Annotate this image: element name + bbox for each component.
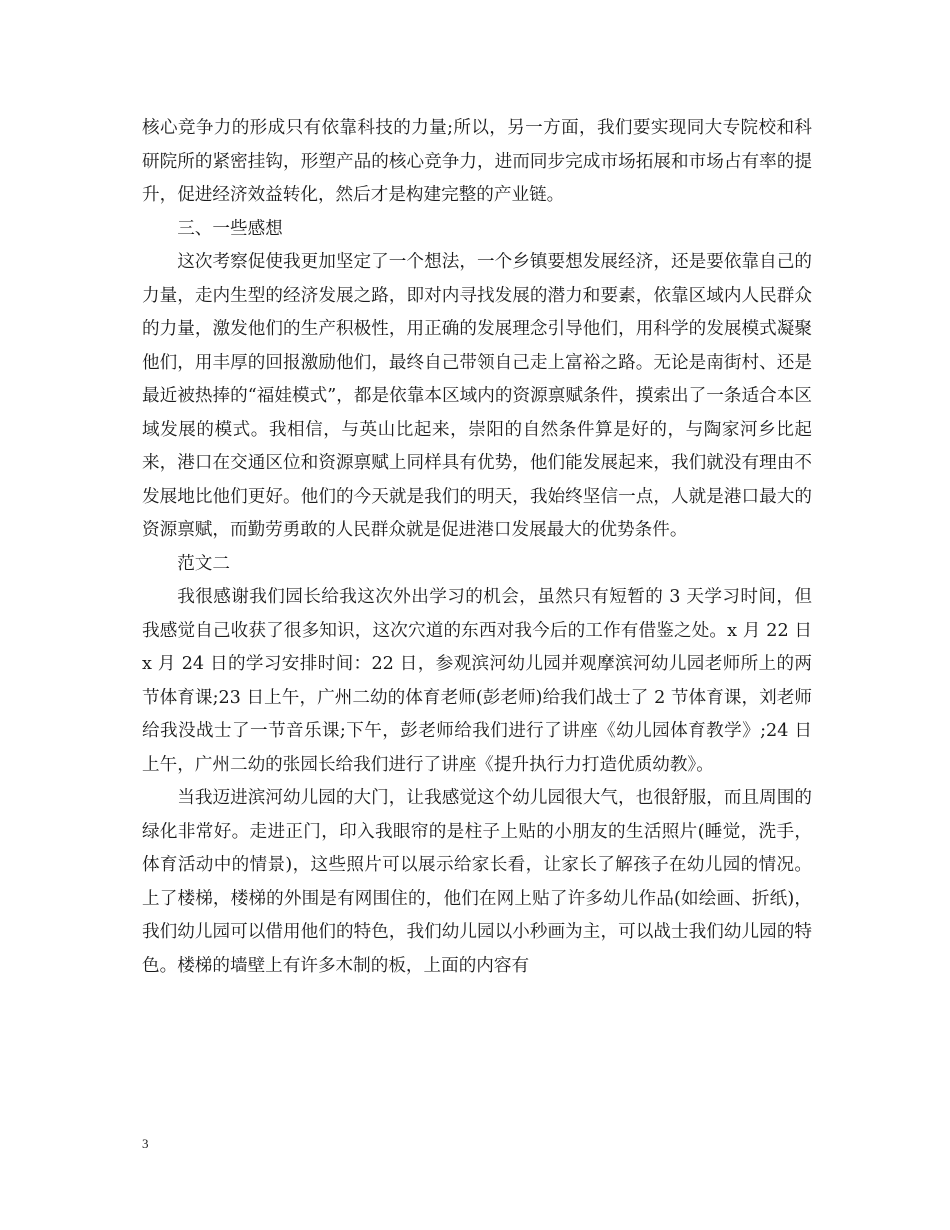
document-body bbox=[142, 112, 812, 983]
paragraph-core-competitiveness: 核心竞争力的形成只有依靠科技的力量;所以，另一方面，我们要实现同大专院校和科研院所的紧密挂钩，形塑产品的核心竞争力，进而同步完成市场拓展和市场占有率的提升，促进经济效益转化，然后才是构建完整的产业链。 bbox=[142, 118, 812, 205]
paragraph-reflections: 这次考察促使我更加坚定了一个想法，一个乡镇要想发展经济，还是要依靠自己的力量，走内生型的经济发展之路，即对内寻找发展的潜力和要素，依靠区域内人民群众的力量，激发他们的生产积极性，用正确的发展理念引导他们，用科学的发展模式凝聚他们，用丰厚的回报激励他们，最终自己带领自己走上富裕之路。无论是南街村、还是最近被热捧的“福娃模式”，都是依靠本区域内的资源禀赋条件，摸索出了一条适合本区域发展的模式。我相信，与英山比起来，崇阳的自然条件算是好的，与陶家河乡比起来，港口在交通区位和资源禀赋上同样具有优势，他们能发展起来，我们就没有理由不发展地比他们更好。他们的今天就是我们的明天，我始终坚信一点，人就是港口最大的资源禀赋，而勤劳勇敢的人民群众就是促进港口发展最大的优势条件。 bbox=[142, 252, 812, 540]
paragraph-study-schedule: 我很感谢我们园长给我这次外出学习的机会，虽然只有短暂的 3 天学习时间，但我感觉自己收获了很多知识，这次穴道的东西对我今后的工作有借鉴之处。x 月 22 日 x 月 24 日的学习安排时间：22 日，参观滨河幼儿园并观摩滨河幼儿园老师所上的两节体育课;23 日上午，广州二幼的体育老师(彭老师)给我们战士了 2 节体育课，刘老师给我没战士了一节音乐课;下午，彭老师给我们进行了讲座《幼儿园体育教学》;24 日上午，广州二幼的张园长给我们进行了讲座《提升执行力打造优质幼教》。 bbox=[142, 587, 812, 775]
page-number: 3 bbox=[142, 1136, 149, 1151]
section-heading-reflections: 三、一些感想 bbox=[177, 218, 283, 239]
paragraph-kindergarten-visit: 当我迈进滨河幼儿园的大门，让我感觉这个幼儿园很大气，也很舒服，而且周围的绿化非常好。走进正门，印入我眼帘的是柱子上贴的小朋友的生活照片(睡觉，洗手，体育活动中的情景)，这些照片可以展示给家长看，让家长了解孩子在幼儿园的情况。上了楼梯，楼梯的外围是有网围住的，他们在网上贴了许多幼儿作品(如绘画、折纸)，我们幼儿园可以借用他们的特色，我们幼儿园以小秒画为主，可以战士我们幼儿园的特色。楼梯的墙壁上有许多木制的板，上面的内容有 bbox=[142, 788, 812, 976]
section-heading-sample-two: 范文二 bbox=[177, 553, 230, 574]
